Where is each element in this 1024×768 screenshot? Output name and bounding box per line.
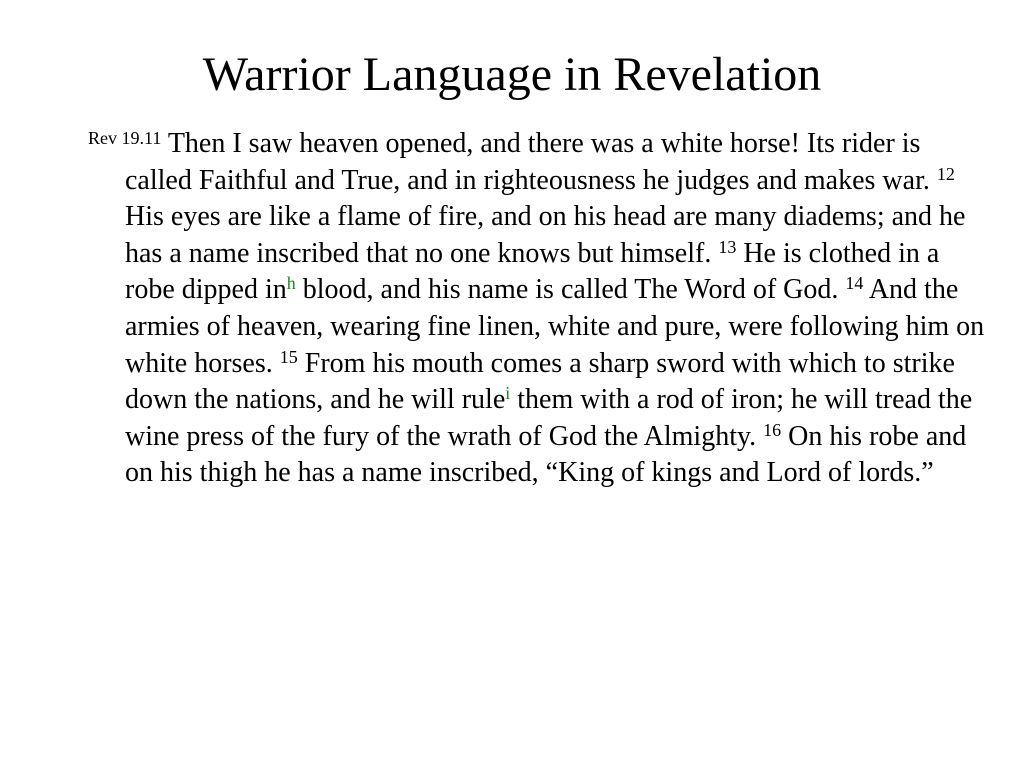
verse-11-text: Then I saw heaven opened, and there was a white horse! Its rider is called Faithful and True, and in righteousness he judges and makes war. <box>125 128 930 196</box>
verse-number-15: 15 <box>279 346 298 367</box>
verse-14-text: And the armies of heaven, wearing fine linen, white and pure, were following him on white horses. <box>125 274 985 379</box>
verse-15-text-part2: them with a rod of iron; he will tread the wine press of the fury of the wrath of God the Almighty. <box>125 384 973 452</box>
footnote-h-link[interactable]: h <box>286 273 296 294</box>
slide-title: Warrior Language in Revelation <box>202 48 822 101</box>
verse-12-text: His eyes are like a flame of fire, and on his head are many diadems; and he has a name inscribed that no one knows but himself. <box>125 201 966 269</box>
verse-16-text: On his robe and on his thigh he has a name inscribed, “King of kings and Lord of lords.” <box>125 420 967 489</box>
footnote-i-link[interactable]: i <box>505 383 511 404</box>
verse-13-text-part1: He is clothed in a robe dipped in <box>125 237 940 306</box>
verse-number-13: 13 <box>718 236 737 257</box>
verse-number-14: 14 <box>845 273 864 294</box>
verse-reference: Rev 19.11 <box>88 128 162 148</box>
verse-15-text-part1: From his mouth comes a sharp sword with which to strike down the nations, and he will rule <box>125 347 955 416</box>
scripture-passage <box>88 126 985 492</box>
verse-number-12: 12 <box>936 163 955 184</box>
verse-number-16: 16 <box>763 419 782 440</box>
verse-13-text-part2: blood, and his name is called The Word of God. <box>302 274 839 306</box>
